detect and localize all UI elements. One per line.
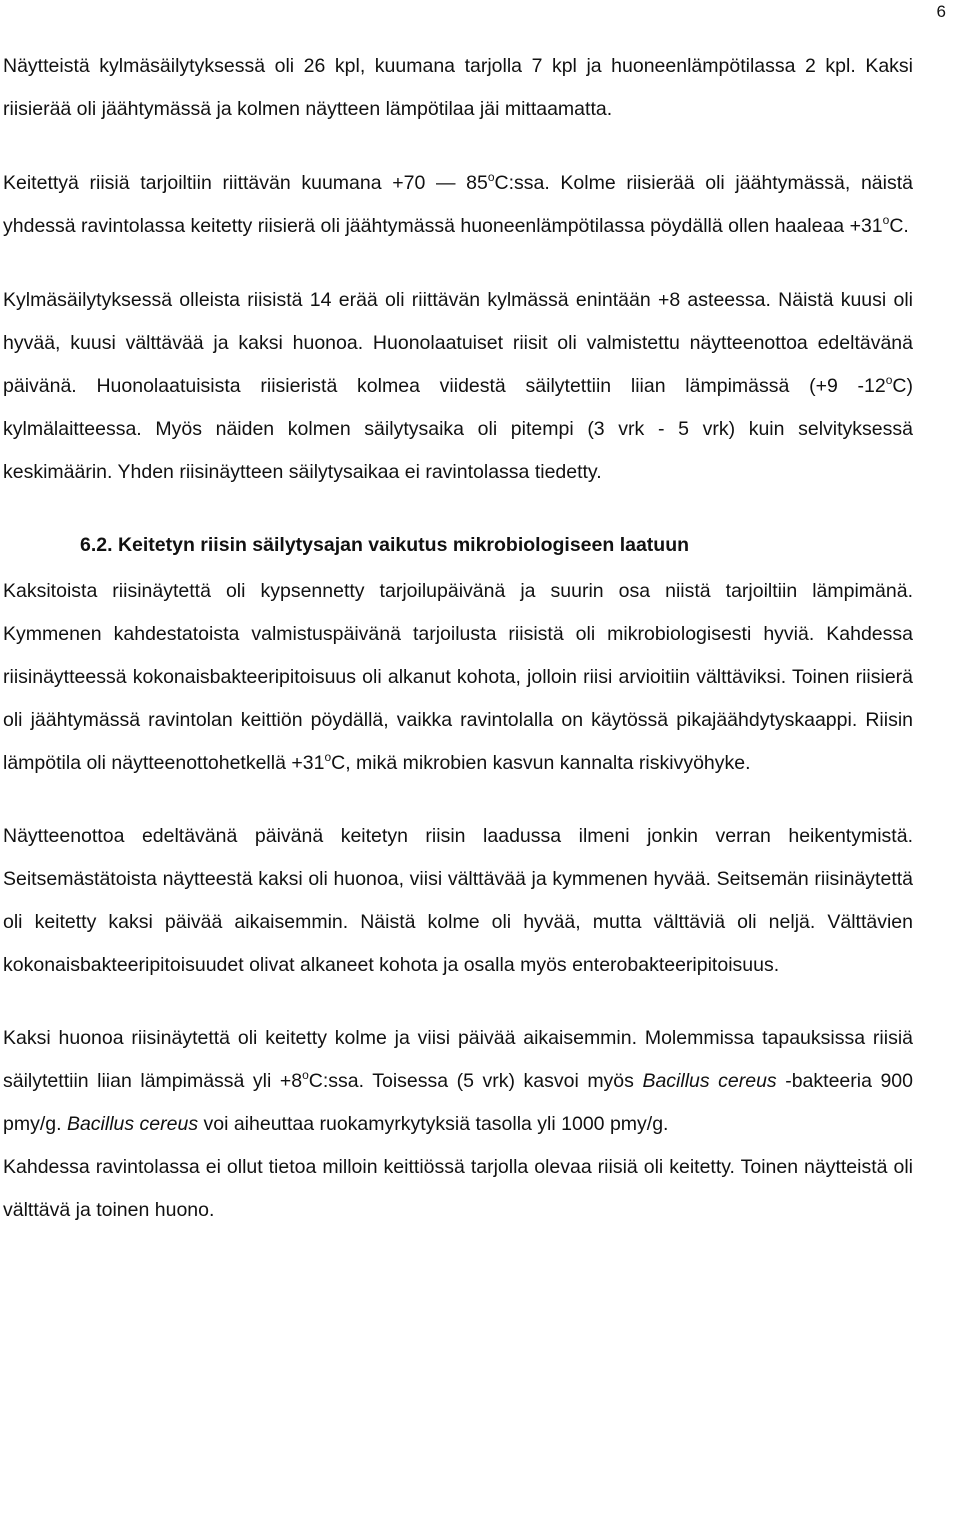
paragraph-text: C:ssa. Kolme riisierää oli jäähtymässä, näistä yhdessä ravintolassa keitetty riisierä oli jäähtymässä huoneenlämpötilassa pöydällä ollen haaleaa +31 (3, 172, 913, 237)
paragraph-unknown-cooking (3, 1146, 913, 1232)
paragraph-previous-day (3, 815, 913, 987)
degree-superscript: o (885, 372, 893, 387)
degree-superscript: o (882, 212, 890, 227)
degree-superscript: o (324, 749, 332, 764)
paragraph-text: C, mikä mikrobien kasvun kannalta riskivyöhyke. (331, 752, 751, 774)
paragraph-text: Keitettyä riisiä tarjoiltiin riittävän kuumana +70 — 85 (3, 172, 488, 194)
paragraph-same-day (3, 570, 913, 785)
section-heading: 6.2. Keitetyn riisin säilytysajan vaikutus mikrobiologiseen laatuun (80, 534, 690, 556)
paragraph-text: Näytteenottoa edeltävänä päivänä keitetyn riisin laadussa ilmeni jonkin verran heikentymistä. Seitsemästätoista näytteestä kaksi oli huonoa, viisi välttävää ja kymmenen hyvää. Seitsemän riisinäytettä oli keitetty kaksi päivää aikaisemmin. Näistä kolme oli hyvää, mutta välttäviä oli neljä. Välttävien kokonaisbakteeripitoisuudet olivat alkaneet kohota ja osalla myös enterobakteeripitoisuus. (3, 825, 913, 976)
paragraph-cold-storage (3, 279, 913, 494)
species-name: Bacillus cereus (642, 1070, 777, 1092)
paragraph-text: -bakteeria 900 pmy/g. (3, 1070, 913, 1135)
species-name: Bacillus cereus (66, 1113, 199, 1135)
paragraph-poor-samples (3, 1017, 913, 1146)
degree-superscript: o (487, 169, 495, 184)
paragraph-text: C:ssa. Toisessa (5 vrk) kasvoi myös (308, 1070, 643, 1092)
paragraph-hot-serving (3, 162, 913, 248)
paragraph-text: C) kylmälaitteessa. Myös näiden kolmen säilytysaika oli pitempi (3 vrk - 5 vrk) kuin selvityksessä keskimäärin. Yhden riisinäytteen säilytysaikaa ei ravintolassa tiedetty. (3, 375, 913, 483)
paragraph-text: C. (889, 215, 909, 237)
paragraph-sample-storage (3, 45, 913, 131)
paragraph-text: Kahdessa ravintolassa ei ollut tietoa milloin keittiössä tarjolla olevaa riisiä oli keitetty. Toinen näytteistä oli välttävä ja toinen huono. (3, 1156, 913, 1221)
paragraph-text: Kylmäsäilytyksessä olleista riisistä 14 erää oli riittävän kylmässä enintään +8 asteessa. Näistä kuusi oli hyvää, kuusi välttävää ja kaksi huonoa. Huonolaatuiset riisit oli valmistettu näytteenottoa edeltävänä päivänä. Huonolaatuisista riisieristä kolmea viidestä säilytettiin liian lämpimässä (+9 -12 (3, 289, 913, 397)
page-number: 6 (936, 2, 946, 21)
paragraph-text: Kaksi huonoa riisinäytettä oli keitetty kolme ja viisi päivää aikaisemmin. Molemmissa tapauksissa riisiä säilytettiin liian lämpimässä yli +8 (3, 1027, 913, 1092)
paragraph-text: voi aiheuttaa ruokamyrkytyksiä tasolla yli 1000 pmy/g. (198, 1113, 669, 1135)
document-body (3, 45, 913, 1232)
paragraph-text: Kaksitoista riisinäytettä oli kypsennetty tarjoilupäivänä ja suurin osa niistä tarjoiltiin lämpimänä. Kymmenen kahdestatoista valmistuspäivänä tarjoilusta riisistä oli mikrobiologisesti hyviä. Kahdessa riisinäytteessä kokonaisbakteeripitoisuus oli alkanut kohota, jolloin riisi arvioitiin välttäviksi. Toinen riisierä oli jäähtymässä ravintolan keittiön pöydällä, vaikka ravintolalla on käytössä pikajäähdytyskaappi. Riisin lämpötila oli näytteenottohetkellä +31 (3, 580, 913, 774)
paragraph-text: Näytteistä kylmäsäilytyksessä oli 26 kpl, kuumana tarjolla 7 kpl ja huoneenlämpötilassa 2 kpl. Kaksi riisierää oli jäähtymässä ja kolmen näytteen lämpötilaa jäi mittaamatta. (3, 55, 913, 120)
degree-superscript: o (302, 1067, 309, 1082)
